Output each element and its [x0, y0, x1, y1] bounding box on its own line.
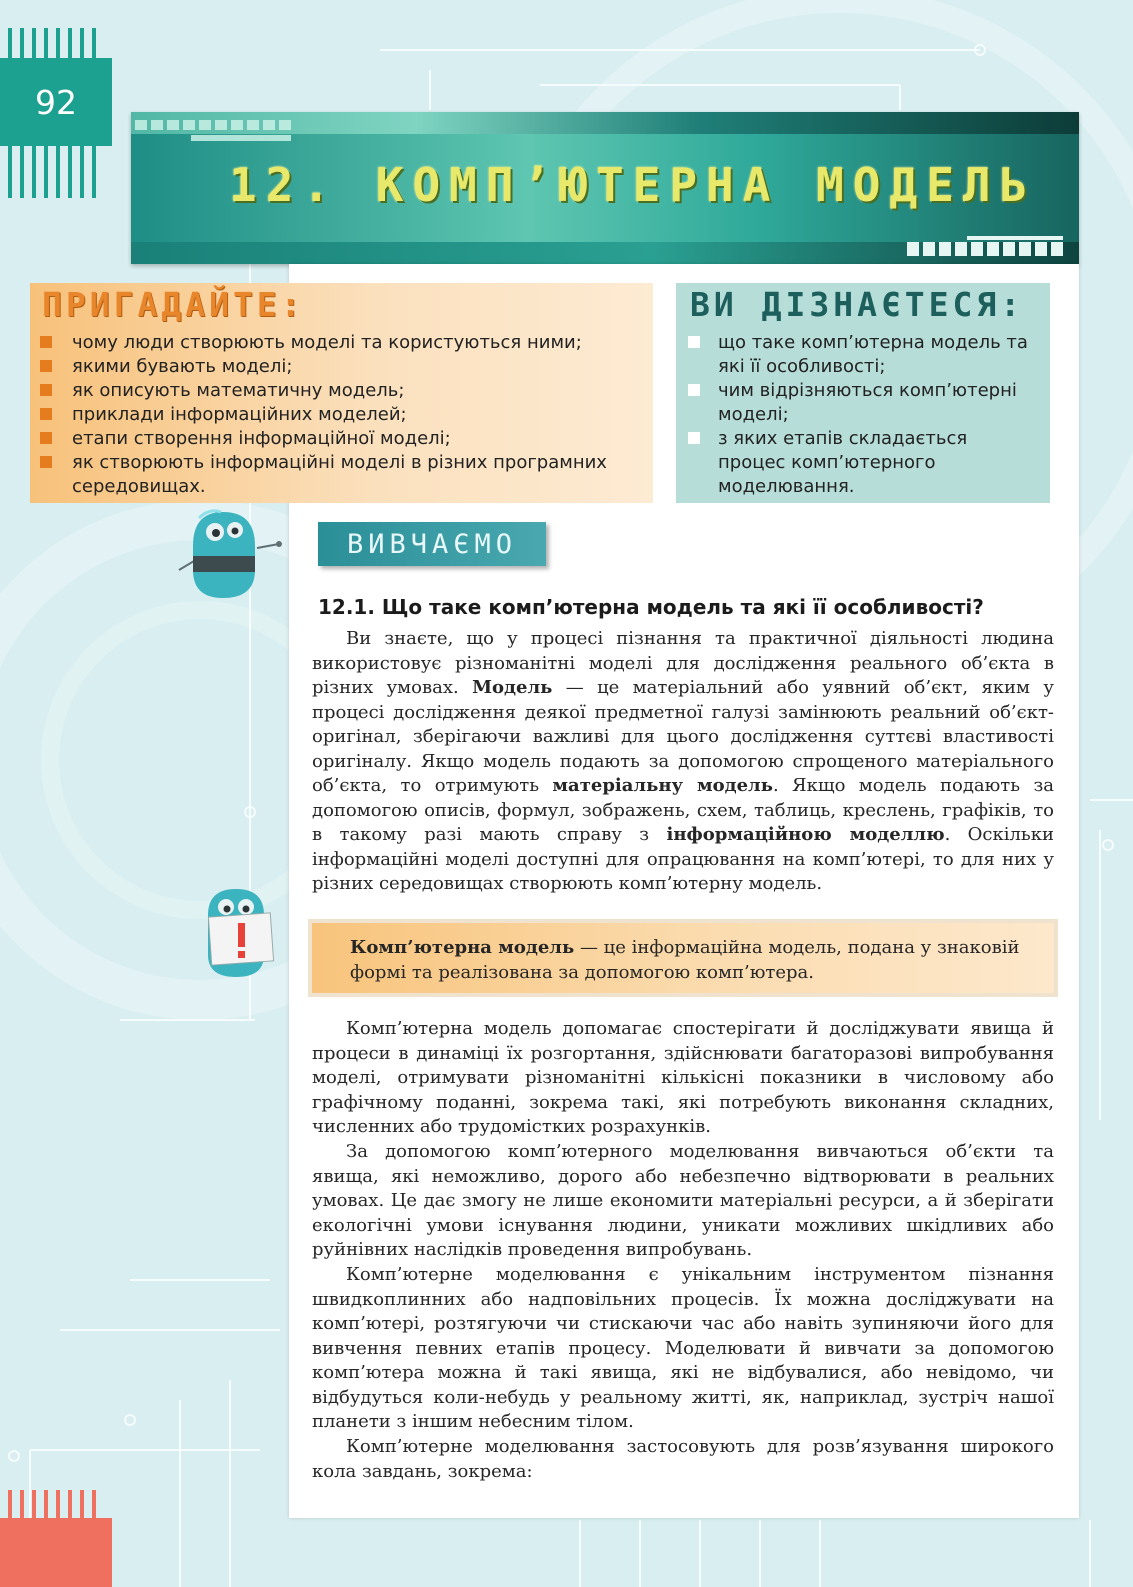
paragraph-4: Комп’ютерне моделювання є унікальним інструментом пізнання швидкоплинних або надповільних процесів. Їх можна досліджувати на комп’ютері, розтягуючи чи стискаючи час або навіть зупиняючи його для вивчення певних етапів процесу. Моделювати й вивчати за допомогою комп’ютера можна й такі явища, які не відбувалися, або невідомо, чи відбудуться коли-небудь у реальному житті, як, наприклад, зустріч нашої планети з іншим небесним тілом.: [312, 1264, 1054, 1432]
chip-decoration-bottom: [0, 1490, 112, 1587]
definition-box: [312, 923, 1054, 993]
learn-heading: ВИ ДІЗНАЄТЕСЯ:: [690, 285, 1025, 324]
banner-squares-left: [131, 120, 301, 146]
list-item: етапи створення інформаційної моделі;: [40, 427, 632, 451]
banner-squares-right: [907, 236, 1067, 260]
study-label: ВИВЧАЄМО: [318, 522, 546, 566]
paragraph-1: Ви знаєте, що у процесі пізнання та практичної діяльності людина використовує різноманітні моделі для дослідження реального об’єкта в різних умовах. Модель — це матеріальний або уявний об’єкт, яким у процесі дослідження деякої предметної галузі замінюють реальний об’єкт-оригінал, зберігаючи важливі для цього дослідження суттєві властивості оригіналу. Якщо модель подають за допомогою спрощеного матеріального об’єкта, то отримують матеріальну модель. Якщо модель подають за допомогою описів, формул, зображень, схем, таблиць, креслень, графіків, то в такому разі мають справу з інформаційною моделлю. Оскільки інформаційні моделі доступні для опрацювання на комп’ютері, то для них у різних середовищах створюють комп’ютерну модель.: [312, 628, 1054, 894]
recall-list: [40, 331, 632, 499]
square-bullet-icon: [40, 336, 52, 348]
square-bullet-icon: [688, 336, 700, 348]
list-item: чому люди створюють моделі та користуються ними;: [40, 331, 632, 355]
square-bullet-icon: [40, 432, 52, 444]
learn-box: [676, 283, 1050, 503]
list-item: як описують математичну модель;: [40, 379, 632, 403]
square-bullet-icon: [40, 456, 52, 468]
list-item: якими бувають моделі;: [40, 355, 632, 379]
robot-warning-icon: [198, 885, 286, 980]
list-item: як створюють інформаційні моделі в різних програмних середовищах.: [40, 451, 632, 499]
list-item: з яких етапів складається процес комп’ютерного моделювання.: [686, 427, 1038, 499]
square-bullet-icon: [40, 360, 52, 372]
page-number: 92: [0, 58, 112, 146]
list-item: чим відрізняються комп’ютерні моделі;: [686, 379, 1038, 427]
chapter-title: 12. КОМП’ЮТЕРНА МОДЕЛЬ: [229, 158, 1037, 212]
list-item: приклади інформаційних моделей;: [40, 403, 632, 427]
section-heading: 12.1. Що таке комп’ютерна модель та які її особливості?: [318, 595, 984, 619]
square-bullet-icon: [688, 432, 700, 444]
square-bullet-icon: [40, 408, 52, 420]
definition-text: Комп’ютерна модель — це інформаційна модель, подана у знаковій формі та реалізована за допомогою комп’ютера.: [350, 937, 1020, 983]
square-bullet-icon: [40, 384, 52, 396]
chapter-title-banner: [131, 112, 1079, 264]
robot-mascot-icon: [175, 508, 285, 603]
paragraph-2: Комп’ютерна модель допомагає спостерігати й досліджувати явища й процеси в динаміці їх розгортання, здійснювати багаторазові випробування моделі, отримувати різноманітні кількісні показники в числовому або графічному поданні, зокрема такі, які потребують виконання складних, численних або трудомістких розрахунків.: [312, 1018, 1054, 1137]
list-item: що таке комп’ютерна модель та які її особливості;: [686, 331, 1038, 379]
paragraph-5: Комп’ютерне моделювання застосовують для розв’язування широкого кола завдань, зокрема:: [312, 1436, 1054, 1482]
learn-list: [686, 331, 1038, 499]
recall-box: [30, 283, 653, 503]
square-bullet-icon: [688, 384, 700, 396]
recall-heading: ПРИГАДАЙТЕ:: [42, 285, 305, 324]
paragraph-3: За допомогою комп’ютерного моделювання вивчаються об’єкти та явища, які неможливо, дорого або небезпечно відтворювати в реальних умовах. Це дає змогу не лише економити матеріальні ресурси, а й зберігати екологічні умови існування людини, уникати можливих шкідливих або руйнівних наслідків проведення випробувань.: [312, 1141, 1054, 1260]
